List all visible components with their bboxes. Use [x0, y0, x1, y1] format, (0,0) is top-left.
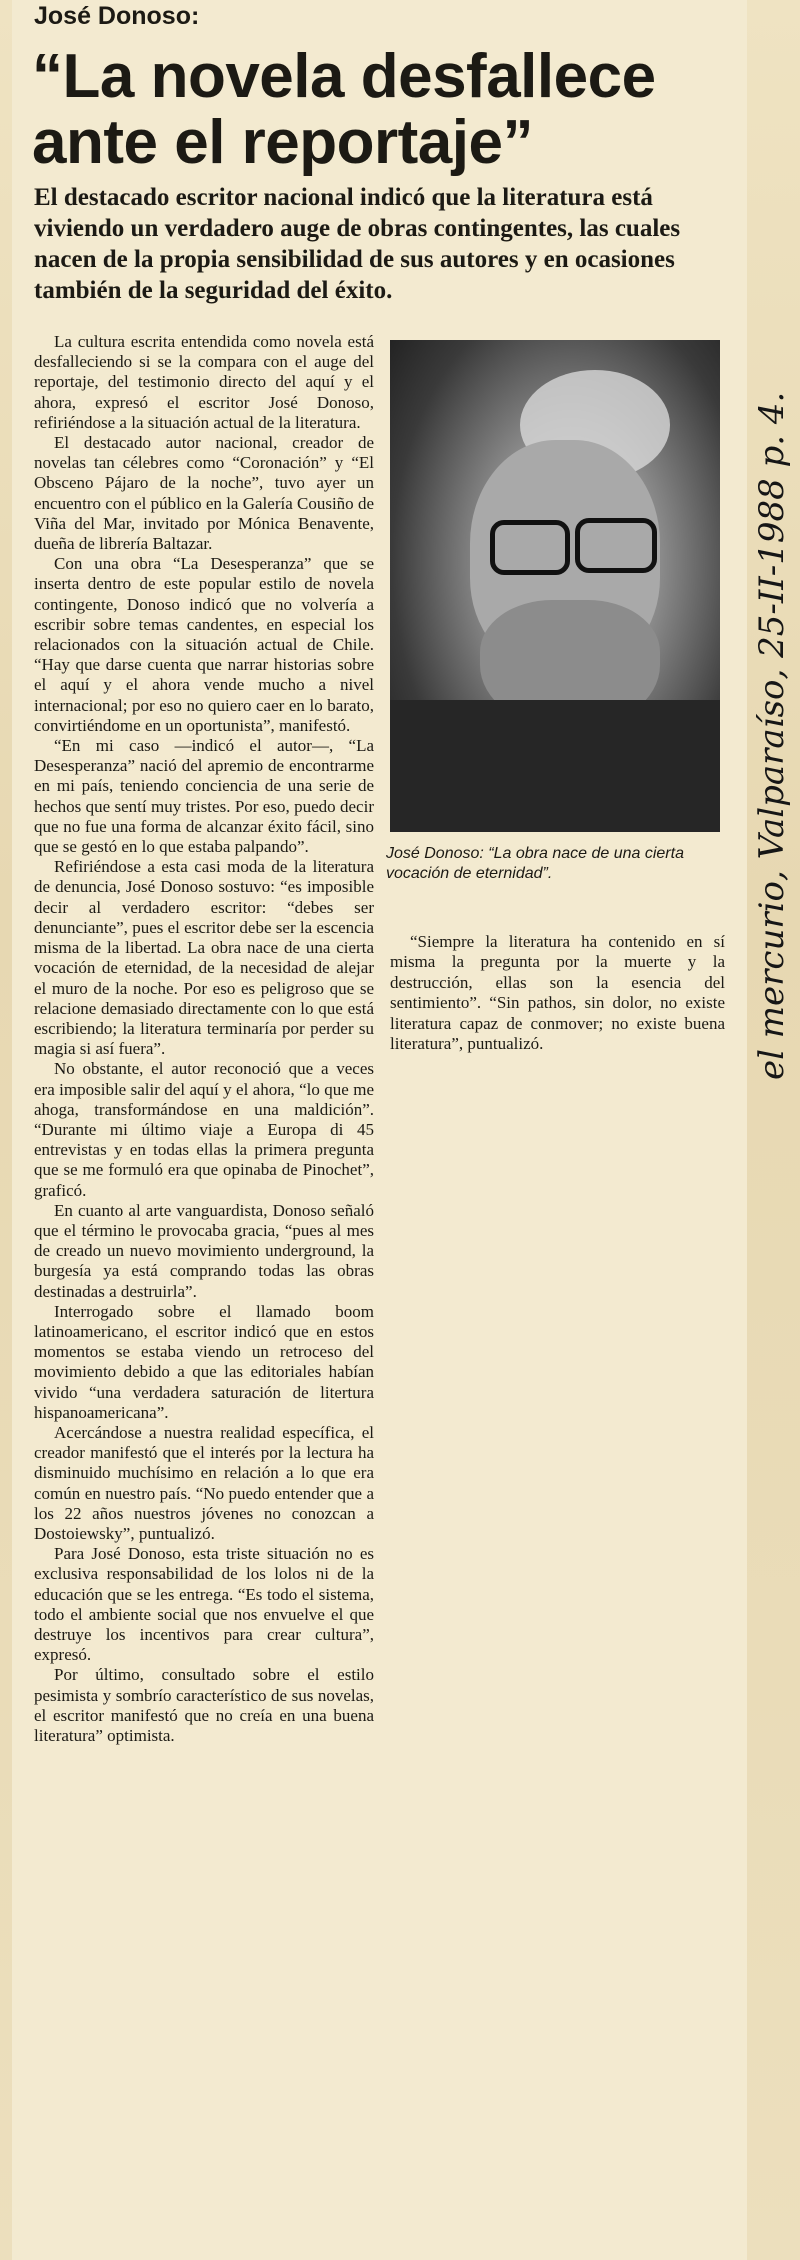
article-column-1	[34, 332, 374, 2252]
paragraph: Por último, consultado sobre el estilo pesimista y sombrío característico de sus novelas, el escritor manifestó que no creía en una buena literatura” optimista.	[34, 1665, 374, 1746]
kicker: José Donoso:	[34, 2, 200, 30]
author-photo	[390, 340, 720, 832]
paragraph: La cultura escrita entendida como novela está desfalleciendo si se la compara con el auge del reportaje, del testimonio directo del aquí y el ahora, expresó el escritor José Donoso, refiriéndose a la situación actual de la literatura.	[34, 332, 374, 432]
paragraph: El destacado autor nacional, creador de novelas tan célebres como “Coronación” y “El Obsceno Pájaro de la noche”, tuvo ayer un encuentro con el público en la Galería Cousiño de Viña del Mar, invitado por Mónica Benavente, dueña de librería Baltazar.	[34, 433, 374, 554]
paragraph: Para José Donoso, esta triste situación no es exclusiva responsabilidad de los lolos ni de la educación que se les entrega. “Es todo el sistema, todo el ambiente social que nos envuelve el que destruye los incentivos para crear cultura”, expresó.	[34, 1544, 374, 1665]
paragraph: Acercándose a nuestra realidad específica, el creador manifestó que el interés por la lectura ha disminuido muchísimo en relación a lo que era común en nuestro país. “No puedo entender que a los 22 años nuestros jóvenes no conozcan a Dostoiewsky”, puntualizó.	[34, 1422, 374, 1543]
headline: “La novela desfallece ante el reportaje”	[32, 42, 656, 177]
paragraph: “Siempre la literatura ha contenido en sí misma la pregunta por la muerte y la destrucción, ellas son la esencia del sentimiento”. “Sin pathos, sin dolor, no existe literatura capaz de conmover; no existe buena literatura”, puntualizó.	[390, 932, 725, 1054]
photo-glasses-left	[490, 520, 570, 575]
photo-glasses-right	[575, 518, 657, 573]
deck: El destacado escritor nacional indicó que la literatura está viviendo un verdadero auge de obras contingentes, las cuales nacen de la propia sensibilidad de sus autores y en ocasiones también de la seguridad del éxito.	[34, 184, 681, 304]
paragraph: “En mi caso —indicó el autor—, “La Desesperanza” nació del apremio de encontrarme en mi país, teniendo conciencia de una serie de hechos que sentí muy tristes. Por eso, puedo decir que no fue una forma de alcanzar éxito fácil, sino que se gestó en lo que estaba palpando”.	[34, 736, 374, 857]
paragraph: Refiriéndose a esta casi moda de la literatura de denuncia, José Donoso sostuvo: “es imposible decir al verdadero escritor: “debes ser denunciante”, pues el escritor debe ser la escencia misma de la libertad. La obra nace de una cierta vocación de eternidad, de la necesidad de alejar el muro de la noche. Por eso es peligroso que se relacione demasiado directamente con lo que está escribiendo; la literatura terminaría por perder su magia si así fuera”.	[34, 857, 374, 1059]
handwritten-source-note: el mercurio, Valparaíso, 25-II-1988 p. 4.	[752, 391, 792, 1080]
article-column-2	[390, 932, 725, 1054]
paragraph: Con una obra “La Desesperanza” que se inserta dentro de este popular estilo de novela contingente, Donoso indicó que no volvería a escribir sobre temas candentes, en especial los relacionados con la situación actual de Chile. “Hay que darse cuenta que narrar historias sobre el aquí y el ahora vende mucho a nivel internacional; por eso no quiero caer en lo barato, convirtiéndome en un oportunista”, manifestó.	[34, 554, 374, 735]
paragraph: Interrogado sobre el llamado boom latinoamericano, el escritor indicó que en estos momentos se estaba viendo un retroceso del movimiento debido a que las editoriales habían vivido “una verdadera saturación de litertura hispanoamericana”.	[34, 1301, 374, 1422]
photo-shoulders	[390, 700, 720, 832]
photo-caption: José Donoso: “La obra nace de una cierta vocación de eternidad”.	[386, 845, 684, 882]
paragraph: No obstante, el autor reconoció que a veces era imposible salir del aquí y el ahora, “lo que me ahoga, transformándose en una maldición”. “Durante mi último viaje a Europa di 45 entrevistas y en todas ellas la primera pregunta que se me formuló era que opinaba de Pinochet”, graficó.	[34, 1059, 374, 1200]
paragraph: En cuanto al arte vanguardista, Donoso señaló que el término le provocaba gracia, “pues al mes de creado un nuevo movimiento underground, la burgesía ya está comprando todas las obras destinadas a destruirla”.	[34, 1200, 374, 1301]
clipping	[12, 0, 747, 2260]
